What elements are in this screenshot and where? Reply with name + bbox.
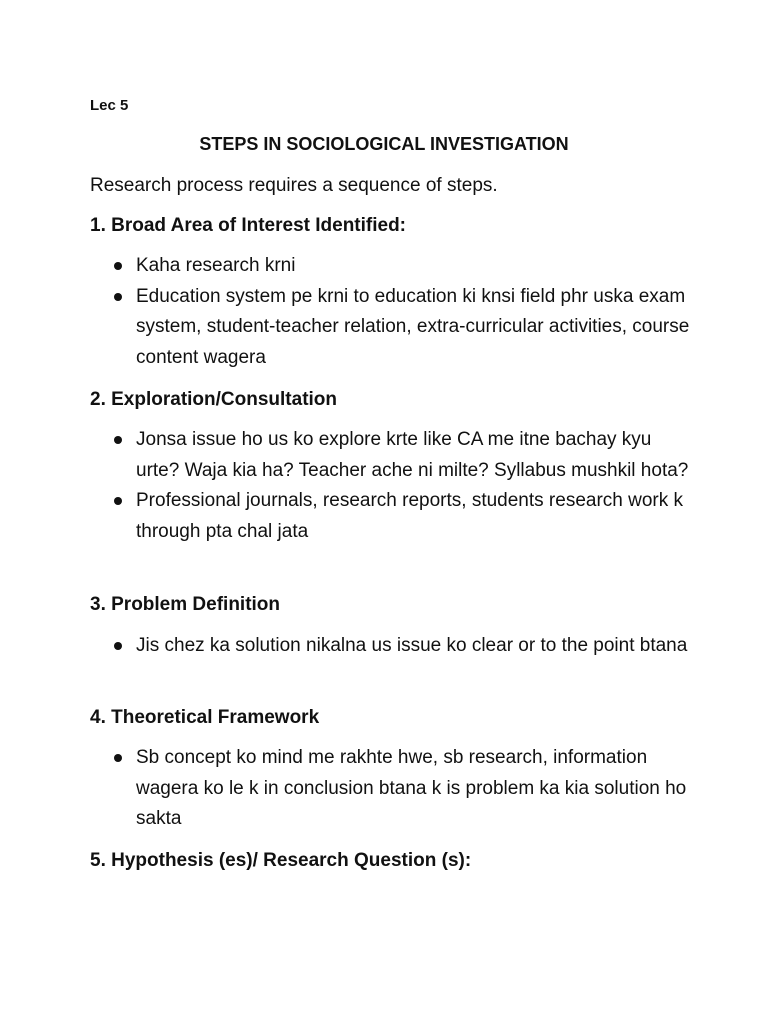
bullet-icon: [114, 293, 122, 301]
list-item-text: Jis chez ka solution nikalna us issue ko clear or to the point btana: [136, 635, 688, 656]
bullet-icon: [114, 436, 122, 444]
section-heading: 4. Theoretical Framework: [90, 707, 320, 728]
section-heading: 5. Hypothesis (es)/ Research Question (s):: [90, 850, 472, 871]
section-heading: 1. Broad Area of Interest Identified:: [90, 215, 407, 236]
list-item: [90, 743, 690, 835]
section-heading: 3. Problem Definition: [90, 594, 281, 615]
list-item-text: Education system pe krni to education ki knsi field phr uska exam system, student-teacher relation, extra-curricular activities, course content wagera: [136, 285, 690, 368]
lecture-label: Lec 5: [90, 97, 129, 114]
bullet-list: [90, 743, 690, 835]
bullet-list: [90, 251, 690, 373]
list-item-text: Professional journals, research reports, students research work k through pta chal jata: [136, 490, 684, 542]
list-item: [90, 631, 690, 662]
section-heading: 2. Exploration/Consultation: [90, 389, 338, 410]
list-item-text: Jonsa issue ho us ko explore krte like CA me itne bachay kyu urte? Waja kia ha? Teacher ache ni milte? Syllabus mushkil hota?: [136, 429, 689, 481]
list-item: [90, 282, 690, 374]
bullet-list: [90, 425, 690, 547]
list-item-text: Kaha research krni: [136, 255, 296, 276]
bullet-icon: [114, 642, 122, 650]
document-title: STEPS IN SOCIOLOGICAL INVESTIGATION: [199, 134, 569, 154]
list-item-text: Sb concept ko mind me rakhte hwe, sb research, information wagera ko le k in conclusion btana k is problem ka kia solution ho sakta: [136, 747, 687, 829]
list-item: [90, 486, 690, 547]
bullet-icon: [114, 497, 122, 505]
bullet-icon: [114, 262, 122, 270]
intro-paragraph: Research process requires a sequence of steps.: [90, 175, 498, 196]
bullet-icon: [114, 754, 122, 762]
list-item: [90, 425, 690, 486]
list-item: [90, 251, 690, 282]
bullet-list: [90, 631, 690, 662]
